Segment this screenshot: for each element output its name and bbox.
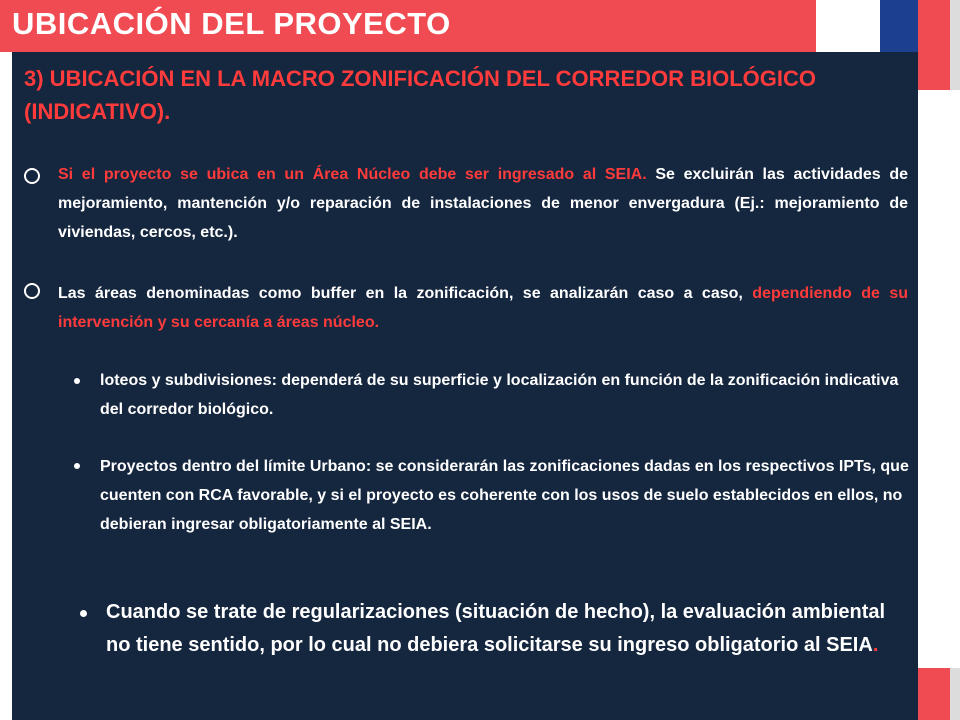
sub-bullet-urbano: Proyectos dentro del límite Urbano: se considerarán las zonificaciones dadas en los respectivos IPTs, que cuenten con RCA favorable, y si el proyecto es coherente con los usos de suelo establecidos en ellos, no debieran ingresar obligatoriamente al SEIA.	[100, 458, 909, 533]
bullet-area-nucleo-red: Si el proyecto se ubica en un Área Núcleo debe ser ingresado al SEIA.	[58, 166, 647, 183]
bottom-shadow	[950, 668, 960, 720]
bullet-area-nucleo	[58, 160, 908, 247]
final-bullet-white: Cuando se trate de regularizaciones (situación de hecho), la evaluación ambiental no tiene sentido, por lo cual no debiera solicitarse su ingreso obligatorio al SEIA	[106, 601, 886, 656]
page-title: UBICACIÓN DEL PROYECTO	[12, 6, 451, 41]
title-bar	[0, 0, 816, 52]
bottom-red-stripe	[918, 668, 952, 720]
final-bullet-red: .	[872, 634, 879, 656]
section-heading: 3) UBICACIÓN EN LA MACRO ZONIFICACIÓN DEL CORREDOR BIOLÓGICO (INDICATIVO).	[24, 66, 816, 124]
dot-bullet-icon	[80, 610, 87, 617]
circle-bullet-icon	[24, 168, 40, 184]
bullet-buffer-white: Las áreas denominadas como buffer en la zonificación, se analizarán caso a caso,	[58, 285, 753, 302]
bullet-area-nucleo-white: Se excluirán las actividades de mejoramiento, mantención y/o reparación de instalaciones de menor envergadura (Ej.: mejoramiento de viviendas, cercos, etc.).	[58, 166, 908, 241]
flag-blue-stripe	[880, 0, 918, 52]
bullet-buffer	[58, 279, 908, 337]
flag-red-stripe	[918, 0, 952, 90]
flag-shadow	[950, 0, 960, 90]
circle-bullet-icon	[24, 283, 40, 299]
dot-bullet-icon	[74, 463, 80, 469]
dot-bullet-icon	[74, 378, 80, 384]
final-bullet-regularizaciones	[106, 596, 906, 662]
sub-bullet-loteos: loteos y subdivisiones: dependerá de su superficie y localización en función de la zonificación indicativa del corredor biológico.	[100, 372, 899, 418]
bullet-buffer-red: dependiendo de su intervención y su cercanía a áreas núcleo.	[58, 285, 909, 331]
